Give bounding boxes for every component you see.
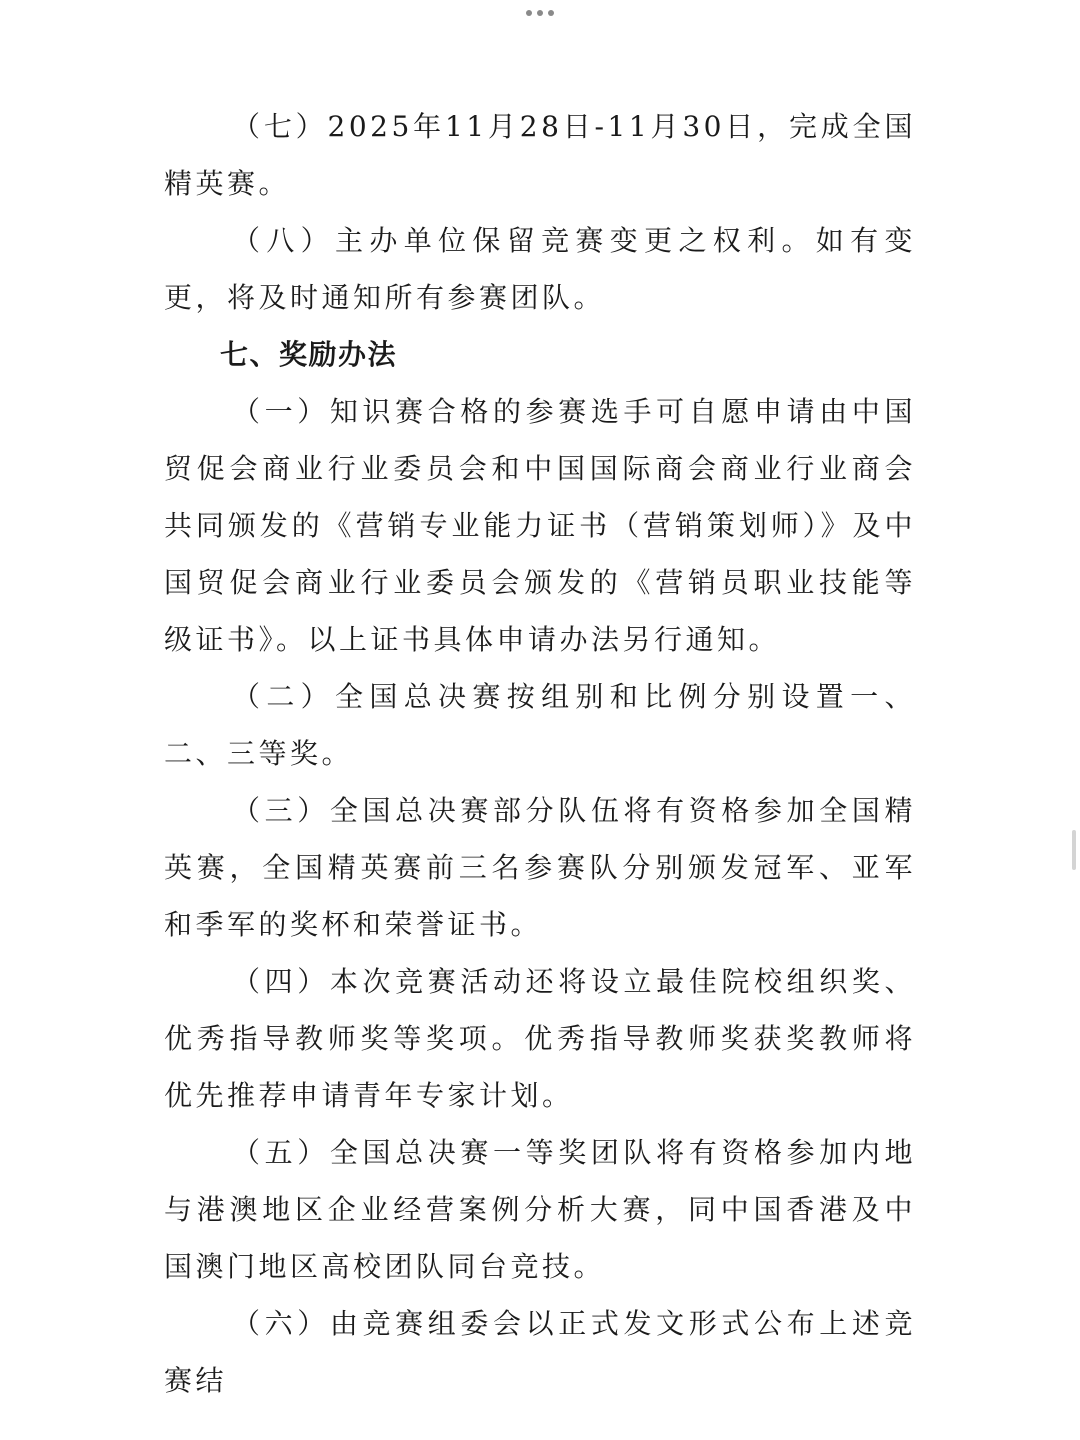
- section-heading-rewards: 七、奖励办法: [220, 338, 398, 371]
- reward-paragraph-2: （二）全国总决赛按组别和比例分别设置一、二、三等奖。: [164, 680, 916, 770]
- document-page: [164, 98, 916, 1409]
- reward-paragraph-6: （六）由竞赛组委会以正式发文形式公布上述竞赛结: [164, 1307, 916, 1397]
- reward-paragraph-5: （五）全国总决赛一等奖团队将有资格参加内地与港澳地区企业经营案例分析大赛，同中国香港及中国澳门地区高校团队同台竞技。: [164, 1136, 916, 1283]
- scrollbar[interactable]: [1072, 830, 1076, 870]
- dot: [526, 10, 532, 16]
- paragraph-8: （八）主办单位保留竞赛变更之权利。如有变更，将及时通知所有参赛团队。: [164, 224, 916, 314]
- dot: [537, 10, 543, 16]
- dot: [548, 10, 554, 16]
- paragraph-7: （七）2025年11月28日-11月30日，完成全国精英赛。: [164, 110, 916, 200]
- reward-paragraph-1: （一）知识赛合格的参赛选手可自愿申请由中国贸促会商业行业委员会和中国国际商会商业行业商会共同颁发的《营销专业能力证书（营销策划师）》及中国贸促会商业行业委员会颁发的《营销员职业技能等级证书》。以上证书具体申请办法另行通知。: [164, 395, 916, 656]
- reward-paragraph-3: （三）全国总决赛部分队伍将有资格参加全国精英赛，全国精英赛前三名参赛队分别颁发冠军、亚军和季军的奖杯和荣誉证书。: [164, 794, 916, 941]
- more-dots-icon[interactable]: [522, 8, 558, 18]
- reward-paragraph-4: （四）本次竞赛活动还将设立最佳院校组织奖、优秀指导教师奖等奖项。优秀指导教师奖获奖教师将优先推荐申请青年专家计划。: [164, 965, 916, 1112]
